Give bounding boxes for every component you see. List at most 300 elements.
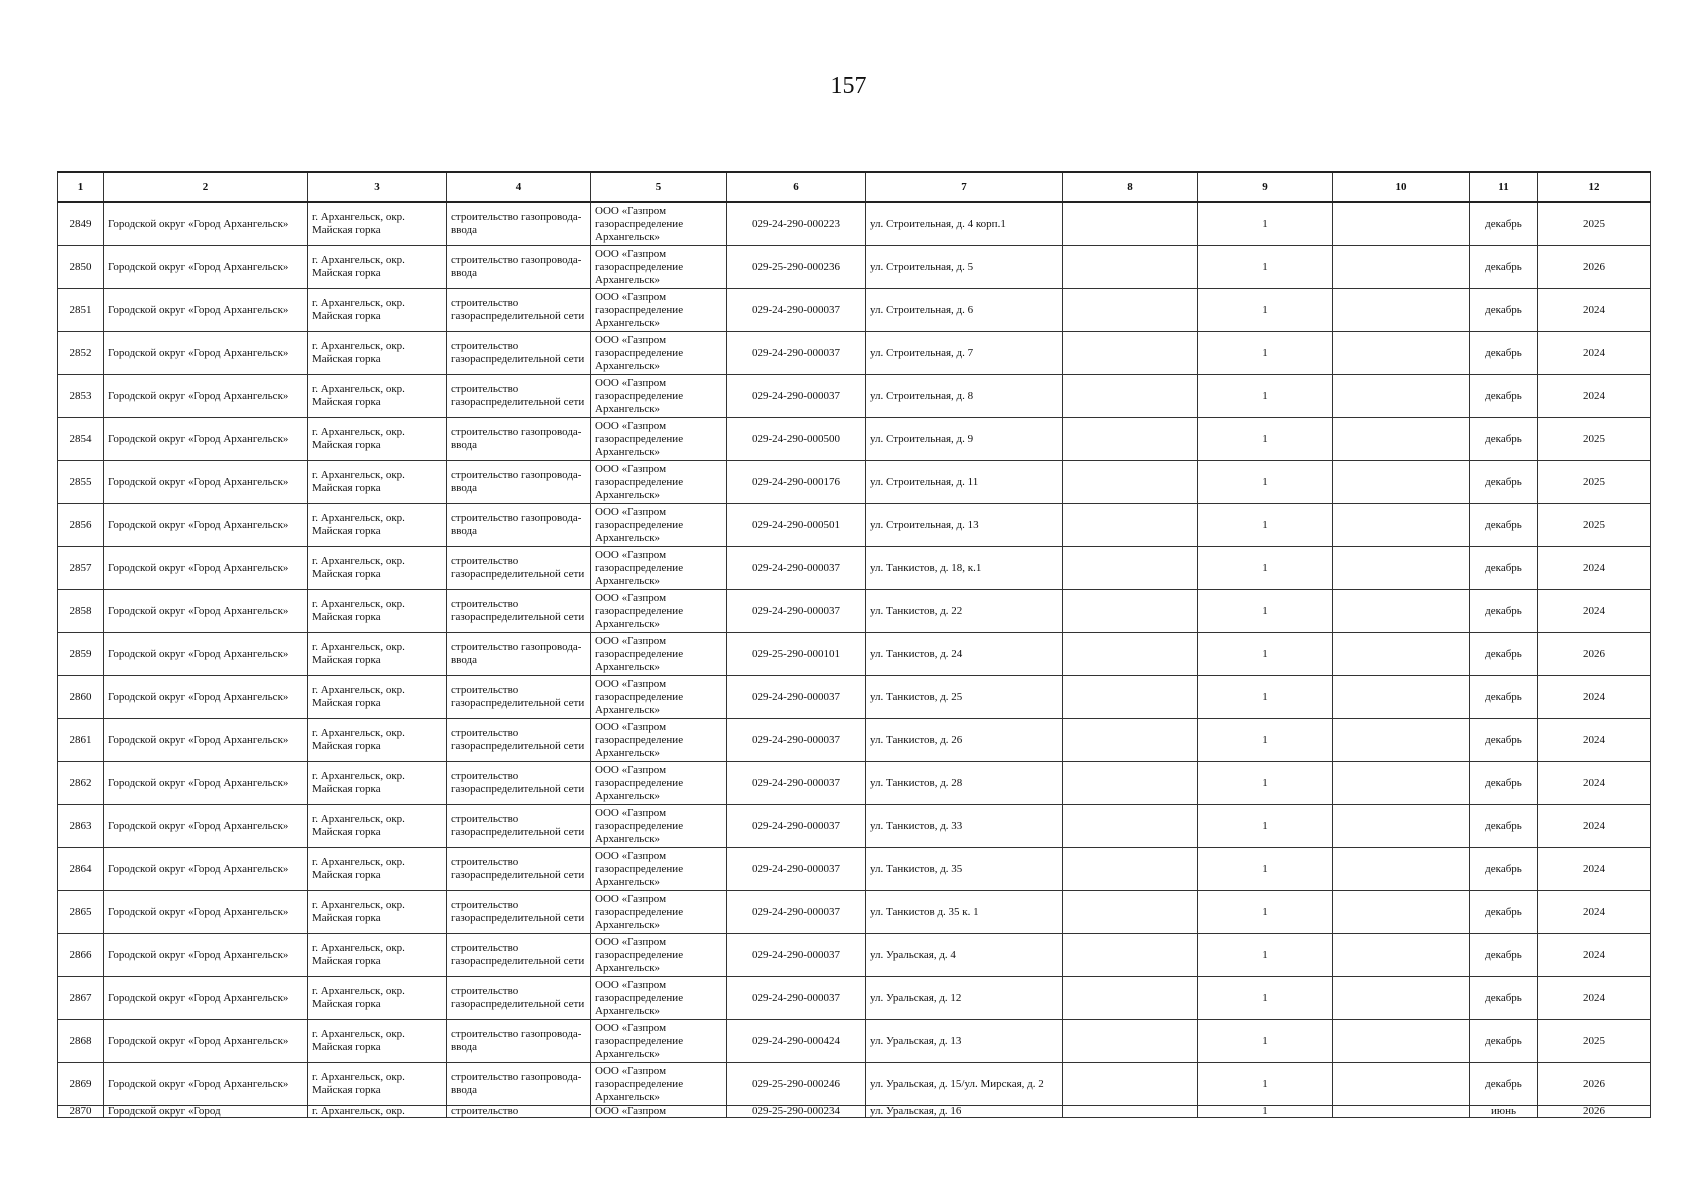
project-code-cell [727,332,866,375]
organization-cell-text: ООО «Газпром [595,1106,667,1117]
project-code-cell-text: 029-24-290-000176 [752,475,840,488]
column-header-12: 12 [1538,172,1651,202]
project-code-cell [727,805,866,848]
project-code-cell-text: 029-24-290-000501 [752,518,840,531]
row-number-text: 2866 [69,948,92,961]
work-type-cell [447,289,591,332]
project-code-cell [727,246,866,289]
work-type-cell-text: строительство газораспределительной сети [451,856,585,881]
column-10-cell [1333,719,1470,762]
locality-cell [308,590,447,633]
work-type-cell [447,676,591,719]
column-8-cell [1063,590,1198,633]
year-cell [1538,461,1651,504]
column-header-3: 3 [308,172,447,202]
locality-cell [308,848,447,891]
table-row [58,934,1651,977]
address-cell [866,202,1063,246]
locality-cell [308,762,447,805]
district-cell [104,1020,308,1063]
quantity-cell [1198,246,1333,289]
month-cell-text: декабрь [1485,948,1522,961]
row-number-text: 2852 [69,346,92,359]
column-header-5: 5 [591,172,727,202]
address-cell [866,1106,1063,1118]
month-cell-text: декабрь [1485,217,1522,230]
year-cell-text: 2025 [1583,432,1605,445]
quantity-cell [1198,633,1333,676]
locality-cell [308,547,447,590]
address-cell [866,676,1063,719]
year-cell [1538,246,1651,289]
address-cell [866,977,1063,1020]
year-cell [1538,332,1651,375]
project-code-cell [727,848,866,891]
month-cell-text: декабрь [1485,1034,1522,1047]
address-cell [866,504,1063,547]
quantity-cell-text: 1 [1262,819,1268,832]
work-type-cell [447,1063,591,1106]
column-10-cell [1333,246,1470,289]
row-number [58,246,104,289]
district-cell-text: Городской округ «Город Архангельск» [108,217,289,230]
row-number [58,1106,104,1118]
locality-cell-text: г. Архангельск, окр. Майская горка [312,770,405,795]
locality-cell-text: г. Архангельск, окр. [312,1106,405,1117]
locality-cell-text: г. Архангельск, окр. Майская горка [312,426,405,451]
project-code-cell [727,934,866,977]
work-type-cell-text: строительство газораспределительной сети [451,727,585,752]
column-8-cell [1063,934,1198,977]
locality-cell [308,805,447,848]
address-cell-text: ул. Строительная, д. 4 корп.1 [870,217,1006,230]
district-cell-text: Городской округ «Город Архангельск» [108,432,289,445]
quantity-cell [1198,762,1333,805]
project-code-cell [727,719,866,762]
row-number [58,1020,104,1063]
column-8-cell [1063,289,1198,332]
address-cell-text: ул. Строительная, д. 5 [870,260,974,273]
year-cell [1538,375,1651,418]
work-type-cell-text: строительство газопровода-ввода [451,211,582,236]
work-type-cell-text: строительство [451,1106,519,1117]
address-cell [866,805,1063,848]
column-10-cell [1333,676,1470,719]
district-cell [104,375,308,418]
quantity-cell-text: 1 [1262,475,1268,488]
column-8-cell [1063,1063,1198,1106]
address-cell [866,461,1063,504]
quantity-cell [1198,289,1333,332]
address-cell-text: ул. Строительная, д. 6 [870,303,974,316]
table-row [58,246,1651,289]
project-code-cell-text: 029-24-290-000500 [752,432,840,445]
organization-cell-text: ООО «Газпром газораспределение Архангельск» [595,677,684,716]
organization-cell-text: ООО «Газпром газораспределение Архангельск» [595,333,684,372]
work-type-cell-text: строительство газораспределительной сети [451,297,585,322]
row-number [58,977,104,1020]
district-cell [104,547,308,590]
month-cell [1470,1020,1538,1063]
project-code-cell [727,504,866,547]
month-cell [1470,418,1538,461]
district-cell [104,1063,308,1106]
column-8-cell [1063,891,1198,934]
locality-cell-text: г. Архангельск, окр. Майская горка [312,942,405,967]
column-header-8: 8 [1063,172,1198,202]
work-type-cell [447,504,591,547]
organization-cell [591,418,727,461]
quantity-cell-text: 1 [1262,647,1268,660]
work-type-cell-text: строительство газораспределительной сети [451,383,585,408]
organization-cell-text: ООО «Газпром газораспределение Архангельск» [595,634,684,673]
year-cell [1538,891,1651,934]
year-cell-text: 2024 [1583,604,1605,617]
column-10-cell [1333,289,1470,332]
row-number [58,633,104,676]
project-code-cell [727,418,866,461]
table-header-row [58,172,1651,202]
work-type-cell [447,202,591,246]
quantity-cell-text: 1 [1262,389,1268,402]
address-cell-text: ул. Танкистов д. 35 к. 1 [870,905,979,918]
project-code-cell-text: 029-24-290-000037 [752,389,840,402]
address-cell-text: ул. Строительная, д. 11 [870,475,979,488]
locality-cell [308,633,447,676]
organization-cell-text: ООО «Газпром газораспределение Архангельск» [595,462,684,501]
locality-cell-text: г. Архангельск, окр. Майская горка [312,899,405,924]
month-cell-text: декабрь [1485,346,1522,359]
work-type-cell [447,461,591,504]
address-cell [866,762,1063,805]
column-header-2: 2 [104,172,308,202]
table-row [58,719,1651,762]
district-cell [104,590,308,633]
locality-cell [308,977,447,1020]
year-cell [1538,633,1651,676]
address-cell [866,633,1063,676]
organization-cell [591,934,727,977]
district-cell [104,762,308,805]
year-cell [1538,977,1651,1020]
quantity-cell-text: 1 [1262,690,1268,703]
district-cell [104,1106,308,1118]
project-code-cell-text: 029-24-290-000037 [752,776,840,789]
district-cell-text: Городской округ «Город Архангельск» [108,1077,289,1090]
month-cell-text: декабрь [1485,260,1522,273]
work-type-cell-text: строительство газораспределительной сети [451,985,585,1010]
address-cell-text: ул. Танкистов, д. 33 [870,819,963,832]
quantity-cell-text: 1 [1262,948,1268,961]
work-type-cell-text: строительство газораспределительной сети [451,340,585,365]
year-cell [1538,590,1651,633]
row-number-text: 2850 [69,260,92,273]
work-type-cell [447,934,591,977]
address-cell-text: ул. Танкистов, д. 18, к.1 [870,561,982,574]
month-cell [1470,891,1538,934]
project-code-cell-text: 029-25-290-000246 [752,1077,840,1090]
year-cell-text: 2024 [1583,776,1605,789]
work-type-cell [447,1106,591,1118]
table-row [58,1063,1651,1106]
project-code-cell-text: 029-25-290-000236 [752,260,840,273]
work-type-cell-text: строительство газораспределительной сети [451,555,585,580]
column-10-cell [1333,504,1470,547]
project-code-cell [727,590,866,633]
locality-cell-text: г. Архангельск, окр. Майская горка [312,1028,405,1053]
district-cell-text: Городской округ «Город Архангельск» [108,647,289,660]
project-code-cell-text: 029-25-290-000101 [752,647,840,660]
work-type-cell [447,805,591,848]
work-type-cell [447,977,591,1020]
quantity-cell-text: 1 [1262,604,1268,617]
district-cell [104,504,308,547]
column-10-cell [1333,762,1470,805]
work-type-cell-text: строительство газораспределительной сети [451,813,585,838]
month-cell-text: декабрь [1485,647,1522,660]
work-type-cell-text: строительство газопровода-ввода [451,641,582,666]
row-number-text: 2864 [69,862,92,875]
work-type-cell-text: строительство газораспределительной сети [451,942,585,967]
district-cell [104,418,308,461]
district-cell [104,633,308,676]
quantity-cell [1198,332,1333,375]
address-cell-text: ул. Танкистов, д. 25 [870,690,963,703]
table-row [58,202,1651,246]
column-10-cell [1333,418,1470,461]
work-type-cell-text: строительство газопровода-ввода [451,512,582,537]
quantity-cell-text: 1 [1262,1077,1268,1090]
column-8-cell [1063,719,1198,762]
quantity-cell-text: 1 [1262,776,1268,789]
address-cell [866,891,1063,934]
year-cell-text: 2025 [1583,475,1605,488]
district-cell-text: Городской округ «Город Архангельск» [108,475,289,488]
year-cell-text: 2026 [1583,647,1605,660]
organization-cell-text: ООО «Газпром газораспределение Архангельск» [595,892,684,931]
row-number-text: 2857 [69,561,92,574]
address-cell [866,1020,1063,1063]
locality-cell-text: г. Архангельск, окр. Майская горка [312,856,405,881]
table-body [58,172,1651,1118]
row-number [58,418,104,461]
address-cell-text: ул. Танкистов, д. 22 [870,604,963,617]
address-cell-text: ул. Танкистов, д. 35 [870,862,963,875]
organization-cell [591,289,727,332]
work-type-cell [447,762,591,805]
organization-cell [591,977,727,1020]
quantity-cell [1198,805,1333,848]
row-number [58,891,104,934]
project-code-cell [727,375,866,418]
project-code-cell [727,289,866,332]
organization-cell [591,461,727,504]
address-cell [866,934,1063,977]
district-cell-text: Городской округ «Город Архангельск» [108,518,289,531]
month-cell-text: декабрь [1485,905,1522,918]
row-number-text: 2861 [69,733,92,746]
row-number-text: 2854 [69,432,92,445]
column-10-cell [1333,1106,1470,1118]
year-cell [1538,1020,1651,1063]
quantity-cell [1198,461,1333,504]
district-cell [104,848,308,891]
organization-cell [591,891,727,934]
year-cell [1538,762,1651,805]
page-number: 157 [830,73,867,99]
year-cell-text: 2026 [1583,1077,1605,1090]
month-cell-text: декабрь [1485,604,1522,617]
district-cell-text: Городской округ «Город Архангельск» [108,905,289,918]
year-cell [1538,934,1651,977]
project-code-cell-text: 029-25-290-000234 [752,1106,840,1117]
project-code-cell-text: 029-24-290-000037 [752,561,840,574]
quantity-cell [1198,202,1333,246]
year-cell-text: 2025 [1583,1034,1605,1047]
work-type-cell [447,719,591,762]
column-8-cell [1063,332,1198,375]
project-code-cell-text: 029-24-290-000424 [752,1034,840,1047]
row-number [58,332,104,375]
project-code-cell-text: 029-24-290-000037 [752,948,840,961]
column-10-cell [1333,332,1470,375]
locality-cell-text: г. Архангельск, окр. Майская горка [312,598,405,623]
column-8-cell [1063,762,1198,805]
quantity-cell-text: 1 [1262,1034,1268,1047]
month-cell-text: декабрь [1485,819,1522,832]
year-cell-text: 2024 [1583,733,1605,746]
locality-cell [308,934,447,977]
year-cell-text: 2024 [1583,561,1605,574]
work-type-cell-text: строительство газопровода-ввода [451,1071,582,1096]
district-cell-text: Городской округ «Город Архангельск» [108,346,289,359]
year-cell [1538,289,1651,332]
project-code-cell [727,891,866,934]
table-row [58,332,1651,375]
column-10-cell [1333,1063,1470,1106]
locality-cell-text: г. Архангельск, окр. Майская горка [312,254,405,279]
locality-cell-text: г. Архангельск, окр. Майская горка [312,813,405,838]
work-type-cell-text: строительство газопровода-ввода [451,426,582,451]
month-cell [1470,246,1538,289]
work-type-cell-text: строительство газораспределительной сети [451,770,585,795]
row-number [58,375,104,418]
work-type-cell [447,246,591,289]
district-cell-text: Городской округ «Город Архангельск» [108,389,289,402]
project-code-cell [727,202,866,246]
organization-cell [591,1106,727,1118]
address-cell-text: ул. Танкистов, д. 24 [870,647,963,660]
district-cell [104,891,308,934]
work-type-cell [447,590,591,633]
organization-cell-text: ООО «Газпром газораспределение Архангельск» [595,763,684,802]
project-code-cell [727,1020,866,1063]
locality-cell-text: г. Архангельск, окр. Майская горка [312,383,405,408]
row-number [58,202,104,246]
year-cell [1538,202,1651,246]
month-cell-text: декабрь [1485,303,1522,316]
district-cell [104,202,308,246]
column-header-11: 11 [1470,172,1538,202]
locality-cell [308,202,447,246]
row-number [58,934,104,977]
column-10-cell [1333,1020,1470,1063]
column-header-4: 4 [447,172,591,202]
table-row [58,375,1651,418]
organization-cell-text: ООО «Газпром газораспределение Архангельск» [595,247,684,286]
month-cell [1470,633,1538,676]
locality-cell-text: г. Архангельск, окр. Майская горка [312,555,405,580]
month-cell-text: декабрь [1485,690,1522,703]
column-10-cell [1333,977,1470,1020]
locality-cell-text: г. Архангельск, окр. Майская горка [312,512,405,537]
district-cell [104,805,308,848]
district-cell-text: Городской округ «Город Архангельск» [108,604,289,617]
row-number-text: 2851 [69,303,92,316]
row-number [58,504,104,547]
district-cell-text: Городской округ «Город Архангельск» [108,819,289,832]
work-type-cell [447,633,591,676]
month-cell [1470,202,1538,246]
row-number [58,676,104,719]
district-cell-text: Городской округ «Город Архангельск» [108,862,289,875]
column-10-cell [1333,202,1470,246]
year-cell [1538,848,1651,891]
address-cell [866,848,1063,891]
organization-cell-text: ООО «Газпром газораспределение Архангельск» [595,1021,684,1060]
month-cell-text: декабрь [1485,1077,1522,1090]
address-cell [866,332,1063,375]
district-cell [104,977,308,1020]
row-number [58,805,104,848]
quantity-cell [1198,848,1333,891]
quantity-cell-text: 1 [1262,518,1268,531]
work-type-cell [447,332,591,375]
column-header-9: 9 [1198,172,1333,202]
work-type-cell [447,375,591,418]
locality-cell-text: г. Архангельск, окр. Майская горка [312,684,405,709]
organization-cell [591,332,727,375]
month-cell [1470,332,1538,375]
quantity-cell-text: 1 [1262,991,1268,1004]
month-cell [1470,375,1538,418]
column-8-cell [1063,676,1198,719]
quantity-cell-text: 1 [1262,303,1268,316]
work-type-cell [447,848,591,891]
year-cell-text: 2024 [1583,389,1605,402]
address-cell-text: ул. Уральская, д. 15/ул. Мирская, д. 2 [870,1077,1044,1090]
project-code-cell [727,461,866,504]
quantity-cell [1198,676,1333,719]
project-code-cell-text: 029-24-290-000037 [752,991,840,1004]
quantity-cell [1198,504,1333,547]
address-cell [866,375,1063,418]
organization-cell [591,719,727,762]
register-table [57,171,1651,1118]
quantity-cell [1198,590,1333,633]
organization-cell-text: ООО «Газпром газораспределение Архангельск» [595,978,684,1017]
district-cell-text: Городской округ «Город Архангельск» [108,303,289,316]
organization-cell-text: ООО «Газпром газораспределение Архангельск» [595,806,684,845]
table-row [58,633,1651,676]
month-cell-text: декабрь [1485,389,1522,402]
address-cell [866,719,1063,762]
project-code-cell-text: 029-24-290-000037 [752,819,840,832]
year-cell [1538,719,1651,762]
row-number-text: 2853 [69,389,92,402]
organization-cell-text: ООО «Газпром газораспределение Архангельск» [595,1064,684,1103]
district-cell-text: Городской округ «Город Архангельск» [108,561,289,574]
